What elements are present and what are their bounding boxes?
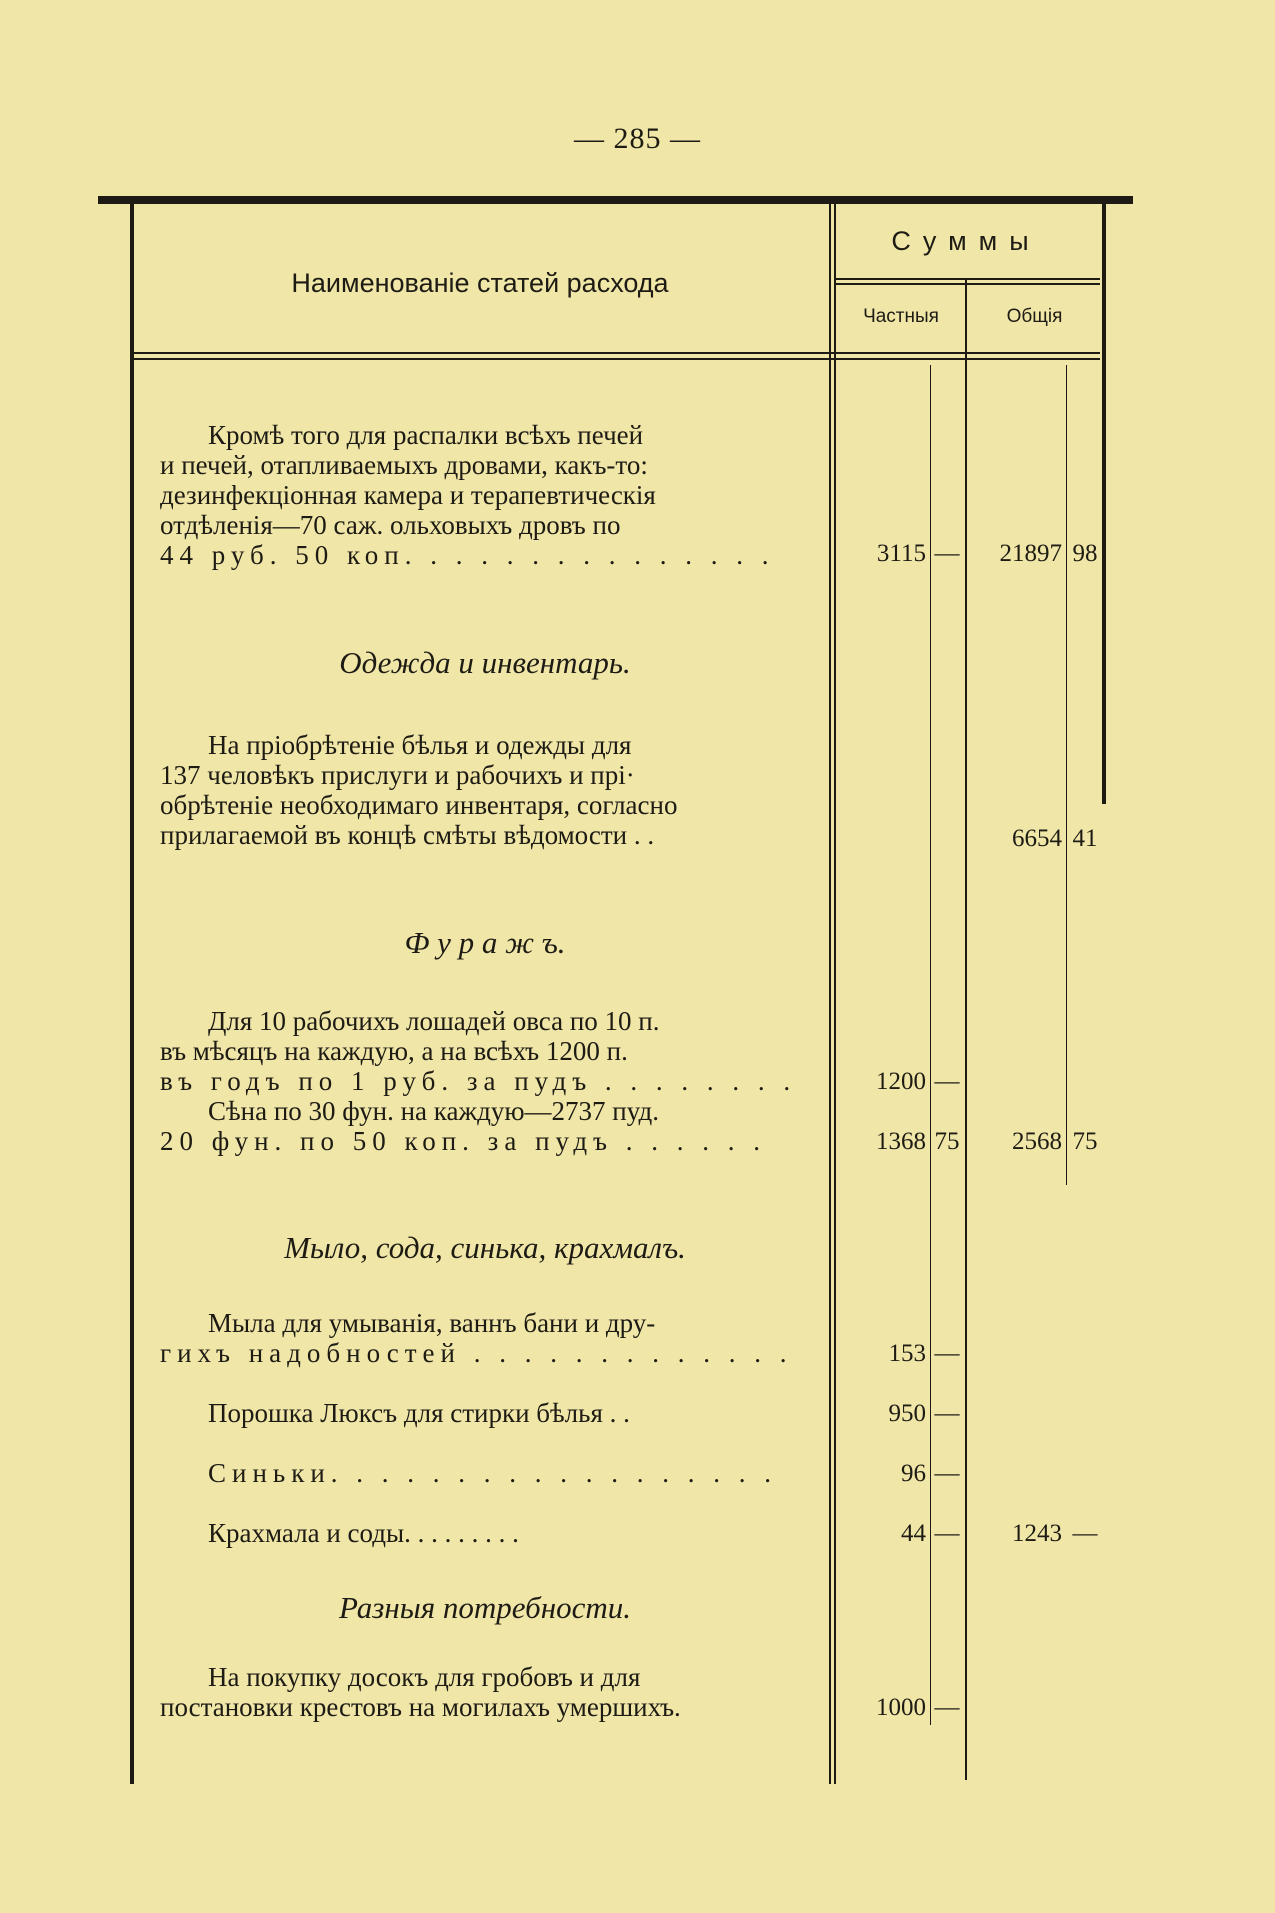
entry-oats: Для 10 рабочихъ лошадей овса по 10 п. въ мѣсяцъ на каждую, а на всѣхъ 1200 п. въ годъ по 1 руб. за пудъ . . . . . . . .: [160, 1006, 797, 1096]
header-name-column: Наименованіе статей расхода: [291, 268, 669, 298]
starch-private-rub: 44: [901, 1520, 926, 1547]
starch-total-kop: —: [1072, 1520, 1098, 1547]
entry-powder: Порошка Люксъ для стирки бѣлья . .: [208, 1398, 630, 1428]
section-soap: Мыло, сода, синька, крахмалъ.: [284, 1230, 686, 1265]
oats-private-rub: 1200: [876, 1068, 926, 1095]
entry-coffins: На покупку досокъ для гробовъ и для постановки крестовъ на могилахъ умершихъ.: [160, 1662, 681, 1722]
clothing-total-rub: 6654: [1012, 825, 1062, 852]
powder-private-rub: 950: [888, 1400, 926, 1427]
col-divider-name: [829, 204, 831, 1784]
hay-total-rub: 2568: [1012, 1128, 1062, 1155]
page-number: — 285 —: [574, 122, 701, 155]
powder-private-kop: —: [934, 1400, 960, 1427]
entry-starch: Крахмала и соды. . . . . . . . .: [208, 1518, 519, 1548]
header-bottom-rule-2: [134, 358, 1100, 360]
col-divider-name-2: [834, 204, 836, 1784]
heating-total-rub: 21897: [999, 540, 1062, 567]
soap-private-kop: —: [934, 1340, 960, 1367]
heating-private-rub: 3115: [876, 540, 926, 567]
blue-private-kop: —: [934, 1460, 960, 1487]
hay-private-rub: 1368: [876, 1128, 926, 1155]
entry-clothing: На пріобрѣтеніе бѣлья и одежды для 137 человѣкъ прислуги и рабочихъ и прі· обрѣтеніе необходимаго инвентаря, согласно прилагаемой въ концѣ смѣты вѣдомости . .: [160, 730, 678, 850]
entry-blue: Синьки. . . . . . . . . . . . . . . . . .: [208, 1458, 778, 1488]
starch-total-rub: 1243: [1012, 1520, 1062, 1547]
coffins-private-kop: —: [934, 1694, 960, 1721]
col-divider-kop1: [930, 365, 931, 1725]
entry-soap: Мыла для умыванія, ваннъ бани и дру- гихъ надобностей . . . . . . . . . . . . .: [160, 1308, 793, 1368]
clothing-total-kop: 41: [1072, 825, 1098, 852]
header-sums-rule: [836, 278, 1100, 280]
col-divider-private: [965, 280, 967, 1780]
left-border: [130, 204, 134, 1784]
header-total: Общія: [1006, 306, 1063, 327]
header-private: Частныя: [863, 306, 939, 327]
hay-private-kop: 75: [934, 1128, 960, 1155]
heating-private-kop: —: [934, 540, 960, 567]
right-border: [1102, 204, 1106, 804]
header-sums: Суммы: [891, 226, 1041, 256]
section-clothing: Одежда и инвентарь.: [339, 645, 631, 680]
starch-private-kop: —: [934, 1520, 960, 1547]
top-rule: [98, 196, 1133, 204]
coffins-private-rub: 1000: [876, 1694, 926, 1721]
soap-private-rub: 153: [888, 1340, 926, 1367]
header-bottom-rule: [134, 352, 1100, 354]
entry-heating: Кромѣ того для распалки всѣхъ печей и печей, отапливаемыхъ дровами, какъ-то: дезинфекціонная камера и терапевтическія отдѣленія—70 саж. ольховыхъ дровъ по 44 руб. 50 коп. . . . . . . . . . . . . . .: [160, 420, 775, 570]
entry-hay: Сѣна по 30 фун. на каждую—2737 пуд. 20 фун. по 50 коп. за пудъ . . . . . .: [160, 1096, 767, 1156]
heating-total-kop: 98: [1072, 540, 1098, 567]
blue-private-rub: 96: [901, 1460, 926, 1487]
section-forage: Ф у р а ж ъ.: [404, 925, 566, 960]
hay-total-kop: 75: [1072, 1128, 1098, 1155]
oats-private-kop: —: [934, 1068, 960, 1095]
header-sums-rule-2: [836, 283, 1100, 285]
section-misc: Разныя потребности.: [339, 1590, 631, 1625]
col-divider-kop2: [1066, 365, 1067, 1185]
